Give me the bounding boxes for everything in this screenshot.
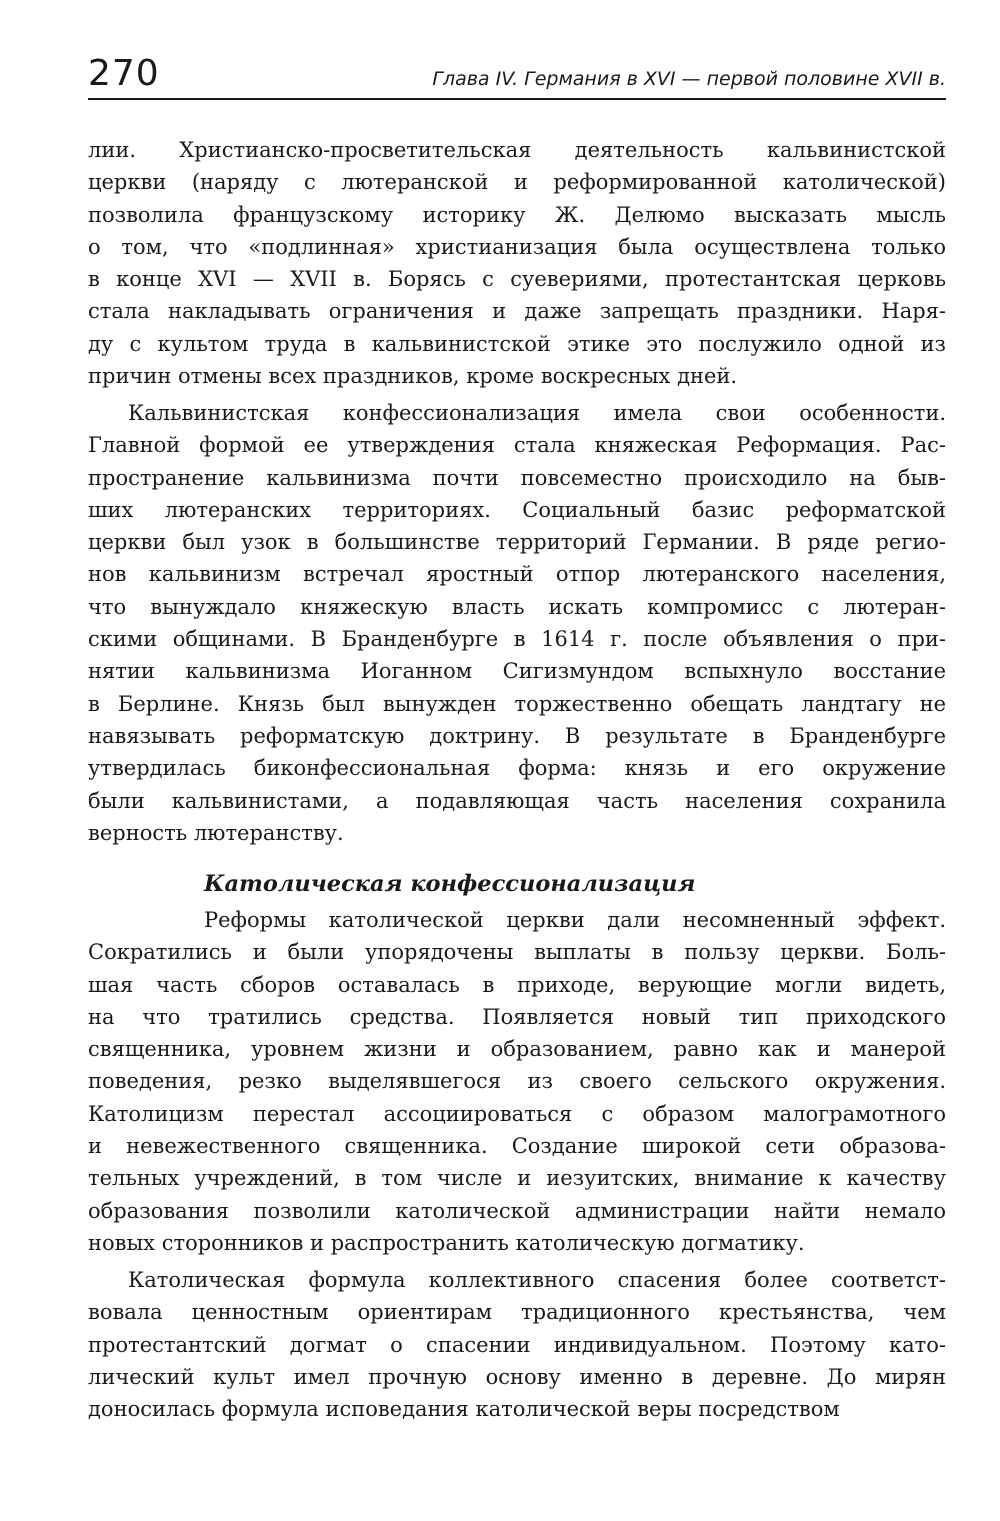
text-line: и невежественного священника. Создание широкой сети образова- (88, 1134, 946, 1159)
paragraph-4 (88, 1264, 946, 1425)
text-line: в конце XVI — XVII в. Борясь с суевериями, протестантская церковь (88, 267, 946, 292)
text-line: тельных учреждений, в том числе и иезуитских, внимание к качеству (88, 1166, 946, 1191)
text-line: скими общинами. В Бранденбурге в 1614 г. после объявления о при- (88, 627, 946, 652)
text-line: навязывать реформатскую доктрину. В результате в Бранденбурге (88, 723, 946, 748)
running-head (88, 52, 946, 100)
text-line: утвердилась биконфессиональная форма: князь и его окружение (88, 756, 946, 781)
text-line: доносилась формула исповедания католической веры посредством (88, 1397, 840, 1422)
text-line: были кальвинистами, а подавляющая часть населения сохранила (88, 788, 946, 813)
text-line: Реформы католической церкви дали несомненный эффект. (204, 908, 946, 932)
text-line: Католицизм перестал ассоциироваться с образом малограмотного (88, 1101, 946, 1126)
text-line: верность лютеранству. (88, 820, 344, 845)
text-line: лии. Христианско-просветительская деятельность кальвинистской (88, 138, 946, 162)
text-line: ших лютеранских территориях. Социальный базис реформатской (88, 497, 946, 522)
text-line: лический культ имел прочную основу именно в деревне. До мирян (88, 1364, 946, 1389)
paragraph-2 (88, 397, 946, 849)
text-line: на что тратились средства. Появляется новый тип приходского (88, 1004, 946, 1029)
text-line: стала накладывать ограничения и даже запрещать праздники. Наря- (88, 299, 946, 324)
text-line: о том, что «подлинная» христианизация была осуществлена только (88, 234, 946, 259)
book-page (88, 52, 946, 1422)
text-line: нятии кальвинизма Иоганном Сигизмундом вспыхнуло восстание (88, 659, 946, 684)
text-line: пространение кальвинизма почти повсеместно происходило на быв- (88, 465, 946, 490)
chapter-title: Глава IV. Германия в XVI — первой половине XVII в. (432, 68, 946, 90)
text-line: Сократились и были упорядочены выплаты в пользу церкви. Боль- (88, 940, 946, 965)
paragraph-3 (88, 904, 946, 1259)
page-number: 270 (88, 53, 160, 94)
text-line: ду с культом труда в кальвинистской этике это послужило одной из (88, 331, 946, 356)
section-heading: Католическая конфессионализация (204, 871, 696, 897)
text-line: нов кальвинизм встречал яростный отпор лютеранского населения, (88, 562, 946, 587)
text-line: в Берлине. Князь был вынужден торжественно обещать ландтагу не (88, 691, 946, 716)
text-line: Кальвинистская конфессионализация имела свои особенности. (128, 401, 946, 425)
text-line: священника, уровнем жизни и образованием, равно как и манерой (88, 1037, 946, 1062)
text-line: поведения, резко выделявшегося из своего сельского окружения. (88, 1069, 946, 1094)
paragraph-1 (88, 134, 946, 392)
text-line: Католическая формула коллективного спасения более соответст- (128, 1268, 946, 1292)
text-line: протестантский догмат о спасении индивидуальном. Поэтому като- (88, 1332, 946, 1357)
text-line: церкви (наряду с лютеранской и реформированной католической) (88, 170, 946, 195)
text-line: новых сторонников и распространить католическую догматику. (88, 1230, 805, 1255)
text-line: позволила французскому историку Ж. Делюмо высказать мысль (88, 202, 946, 227)
text-line: причин отмены всех праздников, кроме воскресных дней. (88, 364, 738, 389)
text-line: что вынуждало княжескую власть искать компромисс с лютеран- (88, 594, 946, 619)
text-line: церкви был узок в большинстве территорий Германии. В ряде регио- (88, 530, 946, 555)
text-line: вовала ценностным ориентирам традиционного крестьянства, чем (88, 1300, 946, 1325)
text-line: Главной формой ее утверждения стала княжеская Реформация. Рас- (88, 433, 946, 458)
text-line: образования позволили католической администрации найти немало (88, 1198, 946, 1223)
text-line: шая часть сборов оставалась в приходе, верующие могли видеть, (88, 972, 946, 997)
